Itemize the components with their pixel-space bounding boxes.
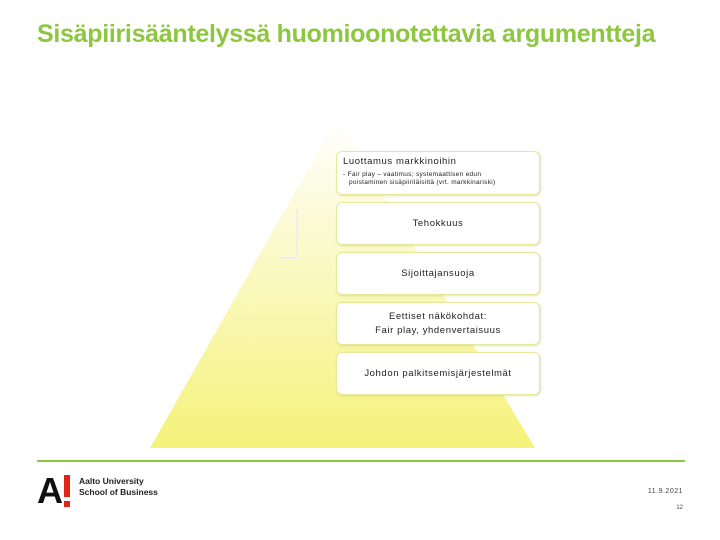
pyramid-box-investor-protection [336,252,540,295]
box-heading: Luottamus markkinoihin [343,156,457,167]
box-subtext-line1: - Fair play – vaatimus; systemaattisen edun [343,171,482,178]
logo-letter-a: A [37,470,63,511]
pyramid-box-efficiency [336,202,540,245]
pyramid-box-management-compensation [336,352,540,395]
box-subtext-line2: poistaminen sisäpiiriläisiltä (vrt. markkinariski) [349,179,496,186]
box-label: Sijoittajansuoja [401,268,475,279]
box-label-line2: Fair play, yhdenvertaisuus [375,324,501,336]
aalto-logo [37,470,177,511]
slide-title: Sisäpiirisääntelyssä huomioonotettavia argumentteja [37,20,656,48]
logo-line2: School of Business [79,487,158,497]
footer-date: 11.9.2021 [647,488,683,495]
page-number: 12 [676,505,683,511]
box-label: Johdon palkitsemisjärjestelmät [364,368,512,379]
footer-divider [37,460,685,462]
pyramid-box-market-confidence [336,151,540,195]
logo-exclamation-icon [64,473,70,509]
logo-line1: Aalto University [79,476,144,486]
logo-text [79,476,158,498]
box-label: Tehokkuus [412,218,464,229]
pyramid-box-ethics [336,302,540,345]
box-label-line1: Eettiset näkökohdat: [388,310,488,322]
